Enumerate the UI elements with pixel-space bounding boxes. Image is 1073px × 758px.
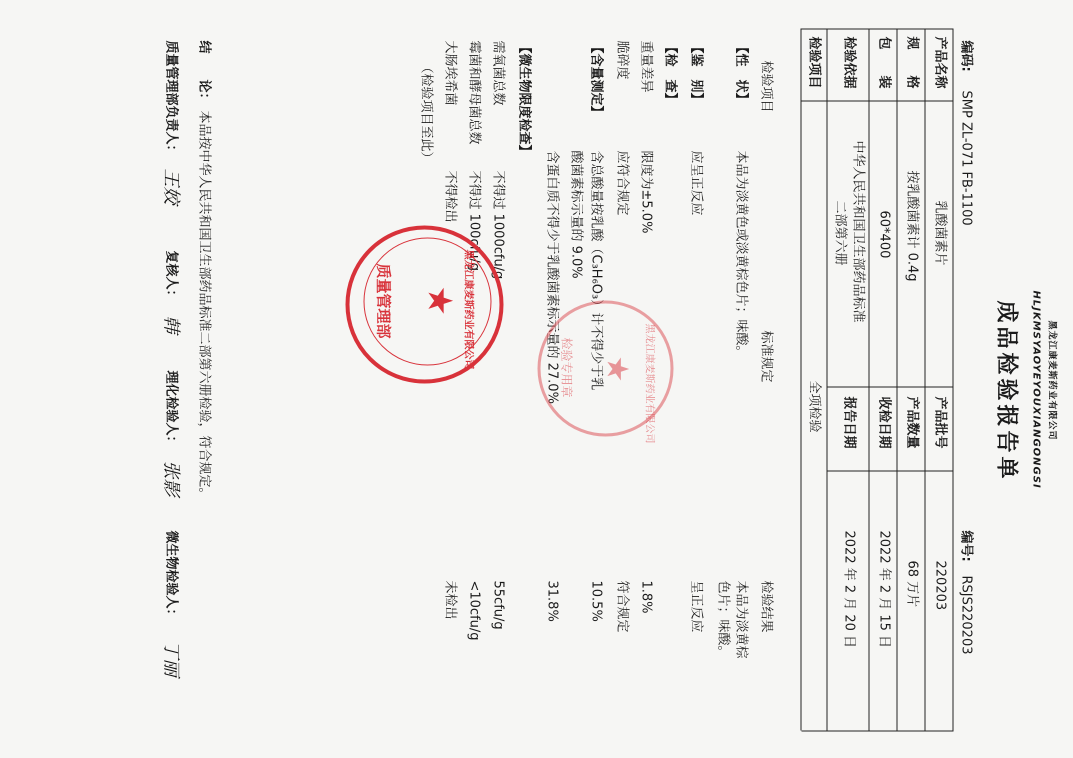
col-standard-header: 标准规定	[758, 330, 773, 383]
page-title: 成品检验报告单	[993, 300, 1018, 483]
col-result-header: 检验结果	[758, 580, 773, 633]
product-name-label: 产品名称	[932, 36, 947, 89]
batch-value: 220203	[932, 560, 947, 610]
identify-result: 呈正反应	[688, 580, 703, 633]
seal-star-icon: ★	[599, 355, 634, 382]
report-no-value: RSJS220203	[958, 575, 973, 654]
spec-label: 规 格	[904, 36, 919, 89]
dept-seal-company-text: 黑龙江康麦斯药业有限公司	[462, 249, 473, 369]
quantity-label: 产品数量	[904, 396, 919, 449]
protein-result: 31.8%	[544, 580, 559, 622]
col-item-header: 检验项目	[758, 60, 773, 113]
content-result: 10.5%	[588, 580, 603, 622]
spec-value: 按乳酸菌素计 0.4g	[904, 170, 919, 282]
identify-standard: 应呈正反应	[688, 150, 703, 216]
quality-manager-signature: 王姣	[160, 168, 181, 204]
item-value: 全项检验	[806, 380, 821, 433]
package-value: 60*400	[876, 210, 891, 258]
seal-label: 检验专用章	[559, 337, 573, 398]
basis-value-2: 二部第六册	[832, 200, 847, 266]
content-label: 【含量测定】	[588, 40, 603, 119]
weight-label: 重量差异	[638, 40, 653, 93]
basis-value-1: 中华人民共和国卫生部药品标准	[850, 140, 865, 323]
dept-seal-label: 质量管理部	[374, 263, 392, 339]
report-date-value: 2022 年 2 月 20 日	[841, 530, 856, 648]
company-pinyin: HLJKMSYAOYEYOUXIANGONGSI	[1030, 290, 1041, 489]
reviewer-signature: 韩	[160, 315, 181, 333]
physchem-label: 理化检验人：	[163, 370, 178, 449]
mold-label: 霉菌和酵母菌总数	[466, 40, 481, 145]
batch-label: 产品批号	[932, 396, 947, 449]
mold-standard: 不得过 100cfu/g	[466, 170, 481, 271]
content-standard-2: 酸菌素标示量的 9.0%	[568, 150, 583, 279]
end-note: （检验项目至此）	[418, 60, 433, 165]
conclusion-label: 结 论：	[196, 40, 211, 106]
friability-standard: 应符合规定	[614, 150, 629, 216]
aerobic-standard: 不得过 1000cfu/g	[490, 170, 505, 279]
ecoli-label: 大肠埃希菌	[442, 40, 457, 106]
property-result-2: 色片；味酸。	[715, 580, 730, 659]
property-label: 【性 状】	[733, 40, 748, 106]
inspection-seal	[537, 300, 673, 443]
weight-result: 1.8%	[638, 580, 653, 614]
quality-dept-seal	[345, 225, 503, 383]
content-standard-1: 含总酸量按乳酸（C₃H₆O₃）计不得少于乳	[588, 150, 603, 390]
micro-inspector-signature: 丁丽	[160, 640, 181, 676]
check-label: 【检 查】	[662, 40, 677, 106]
ecoli-result: 未检出	[442, 580, 457, 620]
protein-standard: 含蛋白质不得少于乳酸菌素标示量的 27.0%	[544, 150, 559, 404]
physchem-signature: 张影	[160, 460, 181, 496]
seal-company-text: 黑龙江康麦斯药业有限公司	[643, 323, 654, 443]
micro-label: 【微生物限度检查】	[516, 40, 531, 158]
dept-seal-star-icon: ★	[419, 285, 459, 316]
receive-date-label: 收检日期	[876, 396, 891, 449]
friability-label: 脆碎度	[614, 40, 629, 80]
product-name-value: 乳酸菌素片	[932, 200, 947, 266]
ecoli-standard: 不得检出	[442, 170, 457, 223]
package-label: 包 装	[876, 36, 891, 89]
reviewer-label: 复核人：	[163, 250, 178, 303]
property-result-1: 本品为淡黄棕	[733, 580, 748, 659]
aerobic-result: 55cfu/g	[490, 580, 505, 630]
report-date-label: 报告日期	[841, 396, 856, 449]
company-name: 黑龙江康麦斯药业有限公司	[1046, 320, 1056, 441]
micro-inspector-label: 微生物检验人：	[163, 530, 178, 622]
identify-label: 【鉴 别】	[688, 40, 703, 106]
friability-result: 符合规定	[614, 580, 629, 633]
code-label: 编码:	[958, 40, 973, 72]
receive-date-value: 2022 年 2 月 15 日	[876, 530, 891, 648]
aerobic-label: 需氧菌总数	[490, 40, 505, 106]
code-value: SMP ZL-071 FB-1100	[958, 90, 973, 226]
weight-standard: 限度为±5.0%	[638, 150, 653, 233]
quantity-value: 68 万片	[904, 560, 919, 607]
quality-manager-label: 质量管理部负责人：	[163, 40, 178, 158]
property-standard: 本品为淡黄色或淡黄棕色片；味酸。	[733, 150, 748, 359]
conclusion-text: 本品按中华人民共和国卫生部药品标准二部第六册检验，符合规定。	[196, 110, 211, 501]
basis-label: 检验依据	[841, 36, 856, 89]
report-no-label: 编号:	[958, 530, 973, 562]
item-label: 检验项目	[806, 36, 821, 89]
mold-result: <10cfu/g	[466, 580, 481, 641]
